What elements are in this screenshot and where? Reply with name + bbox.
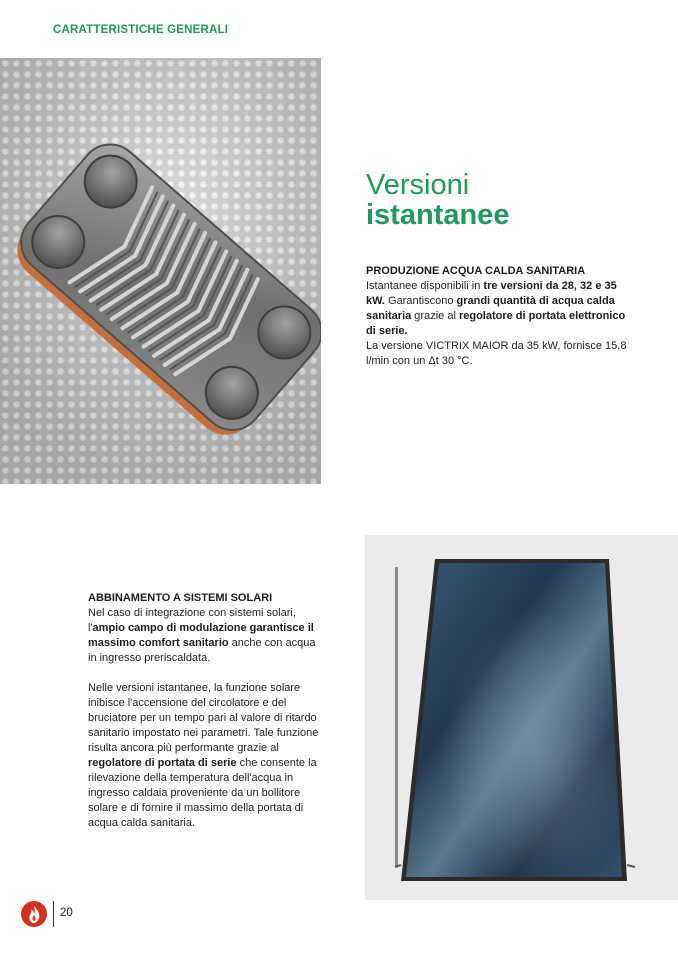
- solar-paragraph-1: Nel caso di integrazione con sistemi solari, l'ampio campo di modulazione garantisce il massimo comfort sanitario anche con acqua in ingresso preriscaldata.: [88, 607, 316, 664]
- production-section: [366, 264, 628, 369]
- solar-paragraph-2: Nelle versioni istantanee, la funzione solare inibisce l'accensione del circolatore e del bruciatore per un tempo pari al valore di ritardo sanitario impostato nei parametri. Tale funzione risulta ancora più performante grazie al regolatore di portata di serie che consente la rilevazione della temperatura dell'acqua in ingresso caldaia proveniente da un bollitore solare e di fornire il massimo della portata di acqua calda sanitaria.: [88, 682, 319, 829]
- section-label: CARATTERISTICHE GENERALI: [53, 24, 229, 36]
- solar-heading: ABBINAMENTO A SISTEMI SOLARI: [88, 592, 273, 604]
- solar-section: [88, 591, 324, 831]
- production-paragraph-2: La versione VICTRIX MAIOR da 35 kW, fornisce 15,8 l/min con un Δt 30 °C.: [366, 340, 627, 367]
- production-paragraph-1: Istantanee disponibili in tre versioni da 28, 32 e 35 kW. Garantiscono grandi quantità di acqua calda sanitaria grazie al regolatore di portata elettronico di serie.: [366, 280, 626, 337]
- page-number: 20: [60, 907, 73, 919]
- plate-heat-exchanger-photo: [0, 58, 321, 484]
- solar-panel-photo: [365, 535, 678, 900]
- footer-divider: [53, 901, 54, 927]
- brand-flame-logo: [19, 899, 49, 929]
- title-line-2: istantanee: [366, 199, 510, 232]
- production-heading: PRODUZIONE ACQUA CALDA SANITARIA: [366, 265, 586, 277]
- title-line-1: Versioni: [366, 169, 470, 201]
- page-title: [366, 170, 509, 231]
